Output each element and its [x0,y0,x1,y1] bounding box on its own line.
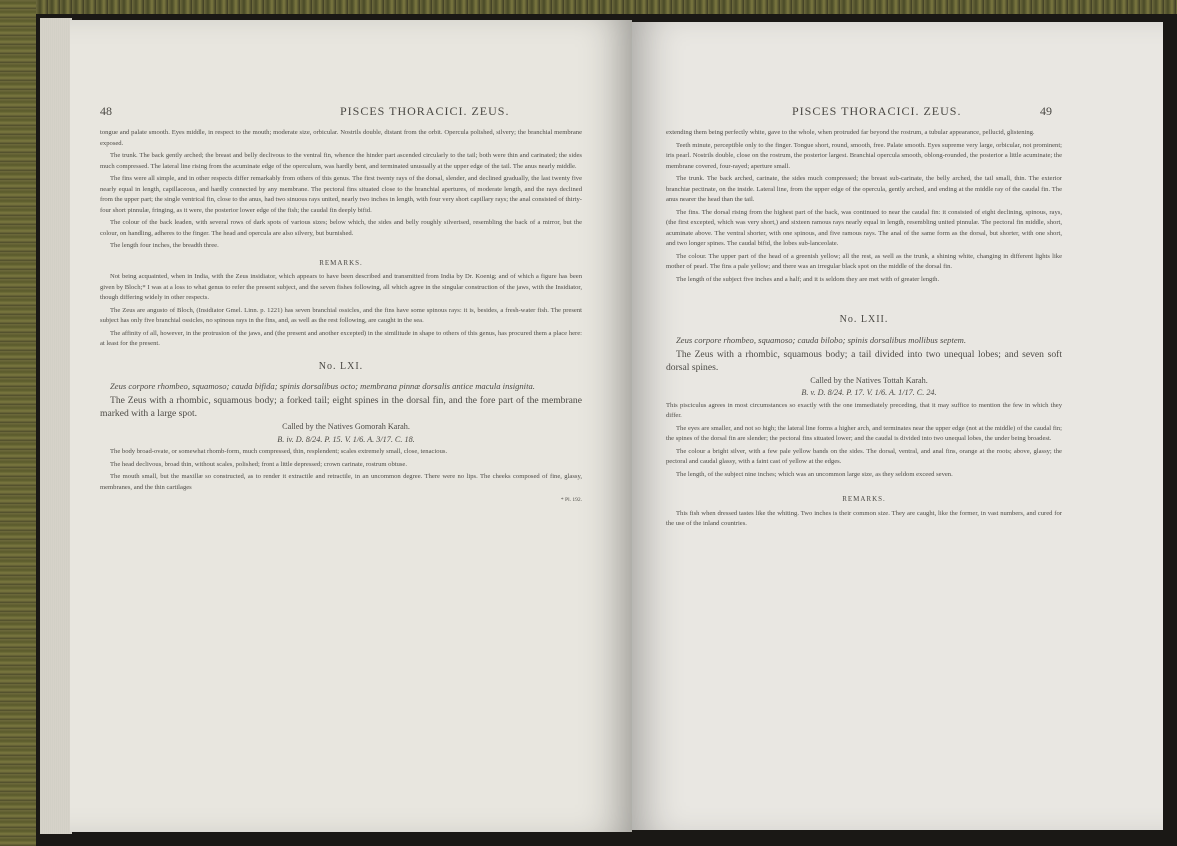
footnote: * Pl. 192. [560,497,582,503]
paragraph: The trunk. The back arched, carinate, the sides much compressed; the breast sub-carinate, the belly arched, the tail small, thin. The exterior branchiæ pectinate, on the inside. Lateral line, from the upper edge of the opercula, gently arched, and ending at the middle ray of the caudal fin. The anus nearer the head than the tail. [666,175,1062,203]
paragraph: The fins were all simple, and in other respects differ remarkably from others of this genus. The first twenty rays of the dorsal, slender, and declined gradually, the last twenty five nearly equal in length, capillaceous, and hardly connected by any membrane. The pectoral fins situated close to the branchial apertures, of moderate length, and the rays declined from the upper part; the single ventrical fin, close to the anus, had two sinuous rays united, nearly two inches in length, with four very short capillary rays; the anal consisted of thirty-four short pinnulæ, fringing, as it were, the posterior lower edge of the fish; the caudal fin deeply bifid. [100,175,582,214]
paragraph: The head declivous, broad thin, without scales, polished; front a little depressed; crown carinate, rostrum obtuse. [110,460,408,468]
paragraph: The eyes are smaller, and not so high; the lateral line forms a higher arch, and terminates near the upper edge (not at the middle) of the caudal fin; the spines of the dorsal fin are slender; the pectoral fins situated lower; and the caudal is divided into two unequal lobes, the under being broadest. [666,424,1062,442]
fin-formula: B. iv. D. 8/24. P. 15. V. 1/6. A. 3/17. C. 18. [277,434,415,444]
latin-diagnosis: Zeus corpore rhombeo, squamoso; cauda bifida; spinis dorsalibus octo; membrana pinnæ dorsalis antice macula insignita. [110,381,535,391]
latin-diagnosis: Zeus corpore rhombeo, squamoso; cauda bilobo; spinis dorsalibus mollibus septem. [676,334,967,345]
book-gilt-top-edge [0,0,1177,14]
english-description: The Zeus with a rhombic, squamous body; a tail divided into two unequal lobes; and seven soft dorsal spines. [666,348,1062,373]
page-stack-edges [40,18,72,834]
native-name: Called by the Natives Gomorah Karah. [282,422,410,431]
remarks-paragraph: The Zeus are angusto of Bloch, (Insidiator Gmel. Linn. p. 1221) has seven branchial ossicles, and the fins have some spinous rays: it is, besides, a fresh-water fish. The present subject has only five branchial ossicles, no spinous rays in the fins, and, as well as the rest following, are caught in the sea. [100,306,582,324]
species-heading: No. LXI. [318,360,364,372]
paragraph: The body broad-ovate, or somewhat rhomb-form, much compressed, thin, resplendent; scales extremely small, close, tenacious. [110,448,448,455]
page-number: 48 [100,104,112,118]
left-text-column [100,128,582,506]
remarks-paragraph: This fish when dressed tastes like the whiting. Two inches is their common size. They are caught, like the former, in vast numbers, and cured for the use of the inland countries. [666,509,1062,527]
remarks-heading: REMARKS. [842,495,886,503]
paragraph: extending them being perfectly white, gave to the whole, when protruded far beyond the rostrum, a tubular appearance, pellucid, glistening. [666,129,1035,136]
right-text-column [666,128,1062,532]
paragraph: The length, of the subject nine inches; which was an uncommon large size, as they seldom exceed seven. [676,470,953,478]
paragraph: The colour. The upper part of the head of a greenish yellow; all the rest, as well as the trunk, a shining white, changing in different lights like mother of pearl. The fins a pale yellow; and there was an irregular black spot on the middle of the dorsal fin. [666,252,1062,270]
page-number: 49 [1040,104,1052,118]
paragraph: This pisciculus agrees in most circumstances so exactly with the one immediately preceding, that it may suffice to mention the few in which they differ. [666,401,1062,419]
fin-formula: B. v. D. 8/24. P. 17. V. 1/6. A. 1/17. C. 24. [801,388,937,397]
paragraph: The fins. The dorsal rising from the highest part of the back, was continued to near the caudal fin: it consisted of eight declining, spinous, rays, (the first excepted, which was very short,) and sixteen ramous rays nearly equal in length, resembling united pinnulæ. The pectoral fin middle, short, acuminate above. The ventral shorter, with one spinous, and five ramous rays. The anal of the same form as the dorsal, but shorter, with one short, and two longer spines. The caudal bifid, the lobes sub-lanceolate. [666,208,1062,247]
paragraph: The length four inches, the breadth three. [110,242,219,249]
paragraph: tongue and palate smooth. Eyes middle, in respect to the mouth; moderate size, orbicular. Nostrils double, distant from the orbit. Opercula polished, silvery; the branchial membrane exposed. [100,129,582,147]
left-page [70,20,632,832]
right-page [632,22,1163,830]
paragraph: The colour of the back leaden, with several rows of dark spots of various sizes; below which, the sides and belly roughly silverised, resembling the back of a mirror, but the colour, on handling, adheres to the finger. The head and opercula are also silvery, but burnished. [100,219,582,237]
paragraph: Teeth minute, perceptible only to the finger. Tongue short, round, smooth, free. Palate smooth. Eyes supreme very large, orbicular, not prominent; iris pearl. Nostrils double, close on the rostrum, the posterior largest. Branchial opercula smooth, oblong-rounded, the posterior a little acuminate; the membrane covered, four-rayed; aperture small. [666,141,1062,170]
english-description: The Zeus with a rhombic, squamous body; a forked tail; eight spines in the dorsal fin, and the fore part of the membrane marked with a large spot. [100,395,582,419]
native-name: Called by the Natives Tottah Karah. [810,375,928,385]
species-heading: No. LXII. [839,314,889,325]
running-head: PISCES THORACICI. ZEUS. [792,104,962,118]
remarks-paragraph: The affinity of all, however, in the protrusion of the jaws, and (the present and another excepted) in the similitude in shape to others of this genus, has procured them a place here: at least for the present. [100,329,582,347]
remarks-heading: REMARKS. [319,258,363,267]
paragraph: The length of the subject five inches and a half; and it is seldom they are met with of greater length. [676,275,940,283]
paragraph: The colour a bright silver, with a few pale yellow bands on the sides. The dorsal, ventral, and anal fins, orange at the roots; above, glassy; the pectoral and caudal glassy, with a faint cast of yellow at the edges. [666,447,1062,465]
book-gilt-spine-edge [0,0,36,846]
running-head: PISCES THORACICI. ZEUS. [340,104,510,118]
remarks-paragraph: Not being acquainted, when in India, with the Zeus insidiator, which appears to have been described and transmitted from India by Dr. Koenig; and of which a figure has been given by Bloch;* I was at a loss to what genus to refer the present subject, and the seven fishes following, all which agree in the singular construction of the jaws, with the Insidiator, though differing widely in other respects. [100,273,582,301]
paragraph: The mouth small, but the maxillæ so constructed, as to render it extractile and retractile, in an uncommon degree. There were no lips. The cheeks composed of fine, glassy, membranes, and the thin cartilages [100,473,582,491]
paragraph: The trunk. The back gently arched; the breast and belly declivous to the ventral fin, whence the hinder part ascended circularly to the tail; both were thin and carinated; the sides much compressed. The lateral line rising from the acuminate edge of the operculum, was hardly bent, and terminated unusually at the upper edge of the tail. The anus nearly middle. [100,152,582,170]
